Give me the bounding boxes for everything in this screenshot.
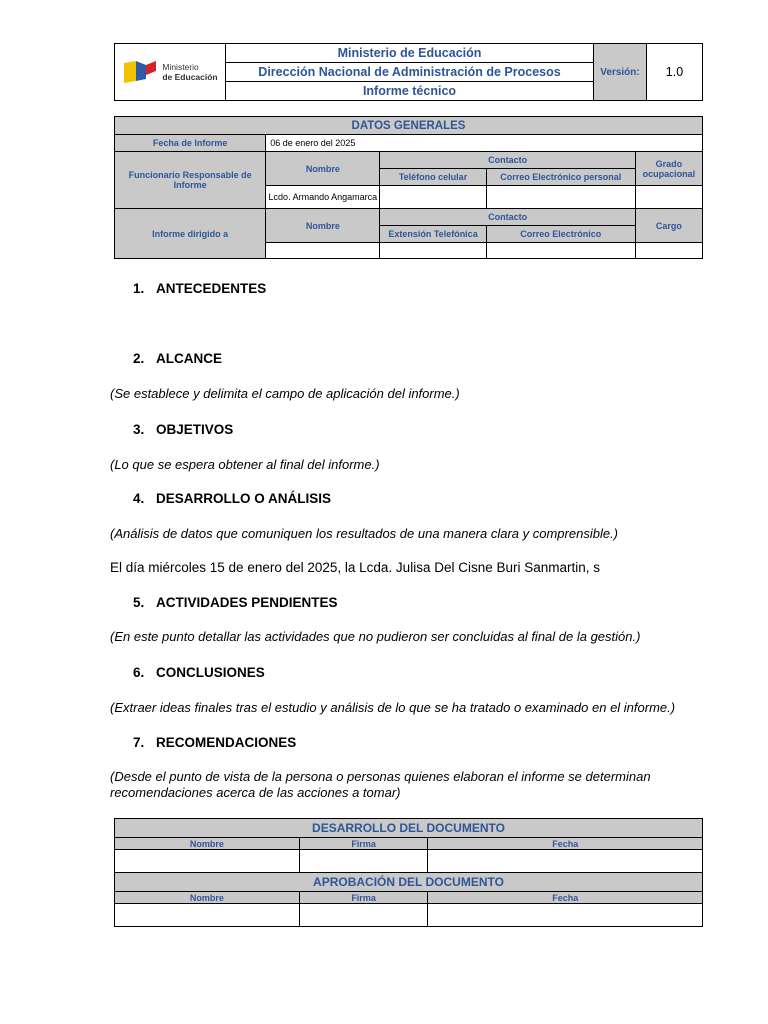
header-title-direccion: Dirección Nacional de Administración de Procesos [226,63,594,82]
dirigido-nombre-value [266,243,380,259]
logo-text-line1: Ministerio [162,62,199,72]
dirigido-nombre-label: Nombre [266,209,380,243]
dirigido-contacto-label: Contacto [380,209,635,226]
desarrollo-nombre-label: Nombre [115,838,300,850]
datos-generales-table [114,116,703,259]
desarrollo-title: DESARROLLO DEL DOCUMENTO [115,819,703,838]
section-note-recomendaciones: (Desde el punto de vista de la persona o personas quienes elaboran el informe se determinan recomendaciones acerca de las acciones a tomar) [110,769,651,800]
telefono-value [380,186,486,209]
section-heading-objetivos: 3. OBJETIVOS [133,422,234,437]
cargo-label: Cargo [635,209,702,243]
extension-value [380,243,486,259]
section-note-actividades: (En este punto detallar las actividades que no pudieron ser concluidas al final de la gestión.) [110,629,641,644]
ministerio-logo [115,44,226,101]
desarrollo-documento-table [114,818,703,927]
section-heading-alcance: 2. ALCANCE [133,351,222,366]
correo-value [486,243,635,259]
correo-label: Correo Electrónico [486,226,635,243]
telefono-label: Teléfono celular [380,169,486,186]
correo-personal-label: Correo Electrónico personal [486,169,635,186]
aprobacion-fecha-label: Fecha [428,892,703,904]
section-heading-desarrollo: 4. DESARROLLO O ANÁLISIS [133,491,332,506]
desarrollo-nombre-value [115,850,300,873]
section-heading-conclusiones: 6. CONCLUSIONES [133,665,265,680]
section-text-desarrollo: El día miércoles 15 de enero del 2025, la Lcda. Julisa Del Cisne Buri Sanmartin, s [110,560,601,575]
grado-value [635,186,702,209]
ministerio-logo-icon [122,59,158,85]
correo-personal-value [486,186,635,209]
aprobacion-fecha-value [428,904,703,927]
desarrollo-firma-value [299,850,428,873]
section-note-conclusiones: (Extraer ideas finales tras el estudio y análisis de lo que se ha tratado o examinado en el informe.) [110,700,676,715]
extension-label: Extensión Telefónica [380,226,486,243]
funcionario-label: Funcionario Responsable de Informe [115,152,266,209]
desarrollo-fecha-value [428,850,703,873]
document-header-table [114,43,703,101]
fecha-value: 06 de enero del 2025 [266,135,703,152]
funcionario-nombre-value: Lcdo. Armando Angamarca [266,186,380,209]
datos-generales-title: DATOS GENERALES [115,117,703,135]
section-heading-recomendaciones: 7. RECOMENDACIONES [133,735,297,750]
dirigido-label: Informe dirigido a [115,209,266,259]
funcionario-nombre-label: Nombre [266,152,380,186]
desarrollo-firma-label: Firma [299,838,428,850]
aprobacion-firma-label: Firma [299,892,428,904]
logo-text-line2: de Educación [162,72,218,82]
aprobacion-nombre-label: Nombre [115,892,300,904]
fecha-label: Fecha de Informe [115,135,266,152]
aprobacion-nombre-value [115,904,300,927]
section-heading-antecedentes: 1. ANTECEDENTES [133,281,267,296]
grado-label: Grado ocupacional [635,152,702,186]
section-heading-actividades: 5. ACTIVIDADES PENDIENTES [133,595,338,610]
header-title-ministerio: Ministerio de Educación [226,44,594,63]
section-note-alcance: (Se establece y delimita el campo de aplicación del informe.) [110,386,460,401]
version-label: Versión: [594,44,647,101]
section-note-objetivos: (Lo que se espera obtener al final del informe.) [110,457,380,472]
desarrollo-fecha-label: Fecha [428,838,703,850]
section-note-desarrollo: (Análisis de datos que comuniquen los resultados de una manera clara y comprensible.) [110,526,619,541]
version-value: 1.0 [647,44,703,101]
cargo-value [635,243,702,259]
aprobacion-title: APROBACIÓN DEL DOCUMENTO [115,873,703,892]
aprobacion-firma-value [299,904,428,927]
header-title-informe: Informe técnico [226,82,594,101]
funcionario-contacto-label: Contacto [380,152,635,169]
